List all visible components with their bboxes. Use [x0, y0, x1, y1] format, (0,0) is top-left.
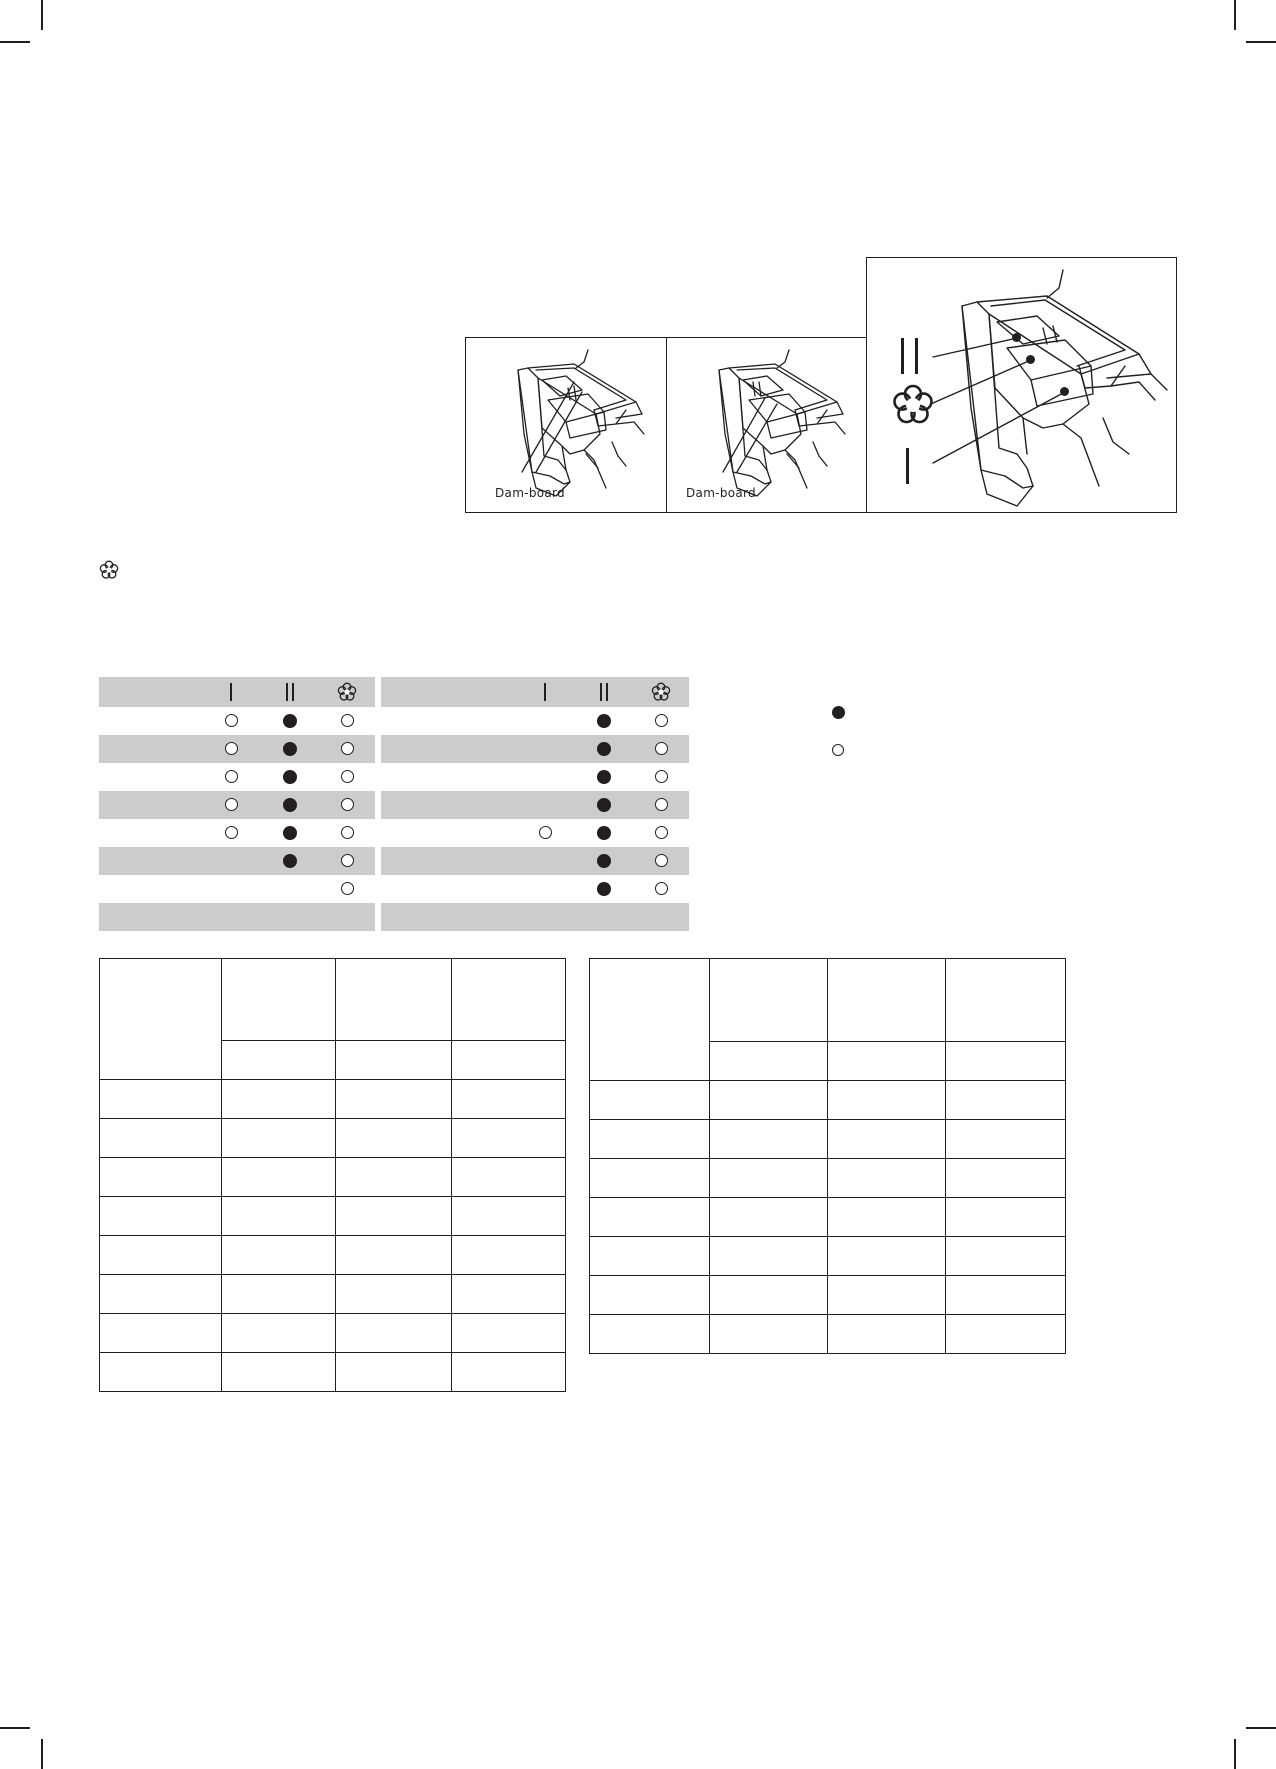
- crop-mark: [1234, 1739, 1236, 1769]
- crop-mark: [41, 0, 43, 30]
- open-dot-icon: [341, 854, 354, 867]
- grid-cell: [336, 1275, 452, 1314]
- grid-cell: [828, 1198, 946, 1237]
- grid-cell: [336, 1236, 452, 1275]
- grid-cell: [946, 1159, 1066, 1198]
- open-dot-icon: [341, 770, 354, 783]
- table-row: [381, 875, 689, 903]
- grid-cell: [100, 1197, 222, 1236]
- open-dot-icon: [225, 770, 238, 783]
- dam-board-label: Dam-board: [686, 486, 756, 500]
- legend-open-dot-icon: [832, 744, 844, 756]
- grid-cell: [222, 1353, 336, 1392]
- grid-cell: [100, 1080, 222, 1119]
- grid-cell: [222, 1041, 336, 1080]
- usage-cell: [261, 819, 319, 847]
- grid-cell: [946, 1081, 1066, 1120]
- table-row: [99, 903, 375, 931]
- open-dot-icon: [655, 854, 668, 867]
- open-dot-icon: [225, 714, 238, 727]
- crop-mark: [1246, 1727, 1276, 1729]
- compartment-usage-table-right: [381, 677, 689, 931]
- usage-cell: [575, 875, 633, 903]
- grid-cell: [828, 1081, 946, 1120]
- usage-cell: [201, 791, 261, 819]
- program-cell: [381, 707, 515, 735]
- open-dot-icon: [225, 798, 238, 811]
- program-cell: [381, 875, 515, 903]
- open-dot-icon: [341, 714, 354, 727]
- compartment-table-header: [381, 677, 689, 707]
- grid-cell: [452, 1353, 566, 1392]
- grid-cell: [452, 959, 566, 1041]
- filled-dot-icon: [597, 882, 611, 896]
- grid-cell: [222, 1197, 336, 1236]
- dispenser-figure-panel-2: [666, 337, 868, 513]
- flower-softener-icon: [99, 560, 119, 580]
- grid-cell: [590, 1159, 710, 1198]
- usage-cell: [319, 791, 375, 819]
- table-row: [381, 735, 689, 763]
- grid-cell: [590, 1120, 710, 1159]
- open-dot-icon: [655, 882, 668, 895]
- usage-cell: [575, 791, 633, 819]
- table-row: [381, 847, 689, 875]
- usage-cell: [201, 847, 261, 875]
- program-cell: [99, 847, 201, 875]
- softener-flower-icon: [891, 383, 935, 427]
- grid-cell: [222, 1080, 336, 1119]
- grid-cell: [336, 1314, 452, 1353]
- dispenser-compartments-panel: [866, 257, 1177, 513]
- dam-board-label: Dam-board: [495, 486, 565, 500]
- grid-cell: [946, 1315, 1066, 1354]
- grid-cell: [100, 1314, 222, 1353]
- grid-cell: [828, 1237, 946, 1276]
- open-dot-icon: [341, 798, 354, 811]
- grid-cell: [222, 1275, 336, 1314]
- table-row: [381, 707, 689, 735]
- filled-dot-icon: [283, 826, 297, 840]
- grid-cell: [222, 1119, 336, 1158]
- spec-grid-left: [99, 958, 566, 1392]
- grid-cell: [946, 1276, 1066, 1315]
- spec-grid-right: [589, 958, 1066, 1354]
- filled-dot-icon: [283, 798, 297, 812]
- open-dot-icon: [341, 826, 354, 839]
- grid-cell: [590, 1276, 710, 1315]
- filled-dot-icon: [597, 742, 611, 756]
- table-row: [99, 819, 375, 847]
- filled-dot-icon: [597, 826, 611, 840]
- grid-cell: [336, 1119, 452, 1158]
- grid-cell: [828, 1042, 946, 1081]
- legend-filled-dot-icon: [832, 706, 845, 719]
- leader-dot: [1060, 387, 1069, 396]
- usage-cell: [633, 763, 689, 791]
- usage-cell: [575, 707, 633, 735]
- program-column-header: [381, 677, 515, 707]
- filled-dot-icon: [283, 742, 297, 756]
- compartment-II-symbol: [898, 338, 922, 374]
- grid-cell: [828, 959, 946, 1042]
- table-row: [381, 791, 689, 819]
- open-dot-icon: [655, 770, 668, 783]
- usage-cell: [319, 819, 375, 847]
- filled-dot-icon: [283, 854, 297, 868]
- crop-mark: [1234, 0, 1236, 30]
- usage-cell: [319, 763, 375, 791]
- grid-cell: [946, 1198, 1066, 1237]
- usage-cell: [319, 903, 375, 931]
- program-cell: [99, 819, 201, 847]
- crop-mark: [1246, 41, 1276, 43]
- grid-cell: [710, 1042, 828, 1081]
- grid-cell: [100, 1275, 222, 1314]
- leader-dot: [1012, 333, 1021, 342]
- grid-cell: [828, 1120, 946, 1159]
- grid-cell: [452, 1041, 566, 1080]
- usage-cell: [633, 707, 689, 735]
- usage-cell: [633, 847, 689, 875]
- usage-cell: [261, 707, 319, 735]
- usage-cell: [319, 707, 375, 735]
- grid-cell: [452, 1158, 566, 1197]
- filled-dot-icon: [283, 714, 297, 728]
- usage-cell: [633, 903, 689, 931]
- compartment-II-header: [261, 677, 319, 707]
- compartment-II-header: [575, 677, 633, 707]
- grid-cell: [946, 1042, 1066, 1081]
- compartment-usage-table-left: [99, 677, 375, 931]
- program-cell: [99, 707, 201, 735]
- usage-cell: [261, 791, 319, 819]
- usage-cell: [201, 735, 261, 763]
- grid-cell: [100, 959, 222, 1080]
- program-column-header: [99, 677, 201, 707]
- crop-mark: [0, 1727, 30, 1729]
- program-cell: [381, 847, 515, 875]
- grid-cell: [590, 959, 710, 1081]
- table-row: [381, 903, 689, 931]
- grid-cell: [452, 1275, 566, 1314]
- usage-cell: [261, 847, 319, 875]
- usage-cell: [515, 707, 575, 735]
- open-dot-icon: [655, 826, 668, 839]
- grid-cell: [100, 1236, 222, 1275]
- open-dot-icon: [655, 798, 668, 811]
- compartment-I-header: [515, 677, 575, 707]
- usage-cell: [575, 903, 633, 931]
- grid-cell: [336, 1041, 452, 1080]
- usage-cell: [201, 875, 261, 903]
- table-row: [99, 707, 375, 735]
- table-row: [99, 875, 375, 903]
- grid-cell: [590, 1315, 710, 1354]
- usage-cell: [515, 903, 575, 931]
- grid-cell: [710, 1120, 828, 1159]
- grid-cell: [828, 1315, 946, 1354]
- usage-cell: [515, 763, 575, 791]
- usage-cell: [515, 847, 575, 875]
- usage-cell: [319, 875, 375, 903]
- grid-cell: [452, 1314, 566, 1353]
- usage-cell: [319, 847, 375, 875]
- grid-cell: [710, 1081, 828, 1120]
- usage-cell: [201, 763, 261, 791]
- usage-cell: [261, 735, 319, 763]
- open-dot-icon: [655, 714, 668, 727]
- grid-cell: [710, 1198, 828, 1237]
- usage-cell: [515, 875, 575, 903]
- table-row: [99, 735, 375, 763]
- grid-cell: [222, 1314, 336, 1353]
- usage-cell: [633, 791, 689, 819]
- grid-cell: [828, 1276, 946, 1315]
- usage-cell: [575, 763, 633, 791]
- open-dot-icon: [341, 882, 354, 895]
- compartment-table-header: [99, 677, 375, 707]
- table-row: [99, 847, 375, 875]
- usage-cell: [575, 819, 633, 847]
- program-cell: [381, 903, 515, 931]
- open-dot-icon: [341, 742, 354, 755]
- usage-cell: [633, 819, 689, 847]
- table-row: [381, 819, 689, 847]
- usage-cell: [319, 735, 375, 763]
- leader-dot: [1026, 355, 1035, 364]
- grid-cell: [100, 1158, 222, 1197]
- crop-mark: [41, 1739, 43, 1769]
- program-cell: [99, 903, 201, 931]
- softener-header-icon: [319, 677, 375, 707]
- usage-cell: [261, 875, 319, 903]
- grid-cell: [710, 1237, 828, 1276]
- program-cell: [99, 791, 201, 819]
- grid-cell: [222, 1158, 336, 1197]
- usage-cell: [575, 735, 633, 763]
- program-cell: [381, 791, 515, 819]
- grid-cell: [946, 959, 1066, 1042]
- grid-cell: [336, 1080, 452, 1119]
- grid-cell: [100, 1119, 222, 1158]
- compartment-I-symbol: [906, 448, 909, 484]
- program-cell: [381, 819, 515, 847]
- grid-cell: [710, 959, 828, 1042]
- usage-cell: [515, 735, 575, 763]
- usage-cell: [201, 903, 261, 931]
- usage-cell: [575, 847, 633, 875]
- compartment-I-header: [201, 677, 261, 707]
- grid-cell: [590, 1198, 710, 1237]
- table-row: [381, 763, 689, 791]
- usage-cell: [515, 819, 575, 847]
- grid-cell: [590, 1081, 710, 1120]
- program-cell: [99, 735, 201, 763]
- usage-cell: [261, 903, 319, 931]
- usage-cell: [633, 875, 689, 903]
- grid-cell: [828, 1159, 946, 1198]
- crop-mark: [0, 41, 30, 43]
- open-dot-icon: [225, 742, 238, 755]
- usage-cell: [201, 819, 261, 847]
- program-cell: [99, 875, 201, 903]
- grid-cell: [452, 1236, 566, 1275]
- grid-cell: [710, 1315, 828, 1354]
- grid-cell: [710, 1159, 828, 1198]
- grid-cell: [222, 1236, 336, 1275]
- program-cell: [99, 763, 201, 791]
- grid-cell: [946, 1120, 1066, 1159]
- program-cell: [381, 763, 515, 791]
- grid-cell: [710, 1276, 828, 1315]
- open-dot-icon: [539, 826, 552, 839]
- grid-cell: [336, 1158, 452, 1197]
- usage-cell: [515, 791, 575, 819]
- grid-cell: [336, 959, 452, 1041]
- grid-cell: [222, 959, 336, 1041]
- grid-cell: [100, 1353, 222, 1392]
- filled-dot-icon: [283, 770, 297, 784]
- open-dot-icon: [225, 826, 238, 839]
- grid-cell: [452, 1197, 566, 1236]
- program-cell: [381, 735, 515, 763]
- open-dot-icon: [655, 742, 668, 755]
- grid-cell: [452, 1080, 566, 1119]
- grid-cell: [590, 1237, 710, 1276]
- grid-cell: [946, 1237, 1066, 1276]
- table-row: [99, 763, 375, 791]
- dispenser-figure-panel-1: [465, 337, 667, 513]
- grid-cell: [452, 1119, 566, 1158]
- filled-dot-icon: [597, 854, 611, 868]
- softener-header-icon: [633, 677, 689, 707]
- grid-cell: [336, 1197, 452, 1236]
- usage-cell: [261, 763, 319, 791]
- usage-cell: [633, 735, 689, 763]
- grid-cell: [336, 1353, 452, 1392]
- filled-dot-icon: [597, 714, 611, 728]
- usage-cell: [201, 707, 261, 735]
- filled-dot-icon: [597, 798, 611, 812]
- filled-dot-icon: [597, 770, 611, 784]
- table-row: [99, 791, 375, 819]
